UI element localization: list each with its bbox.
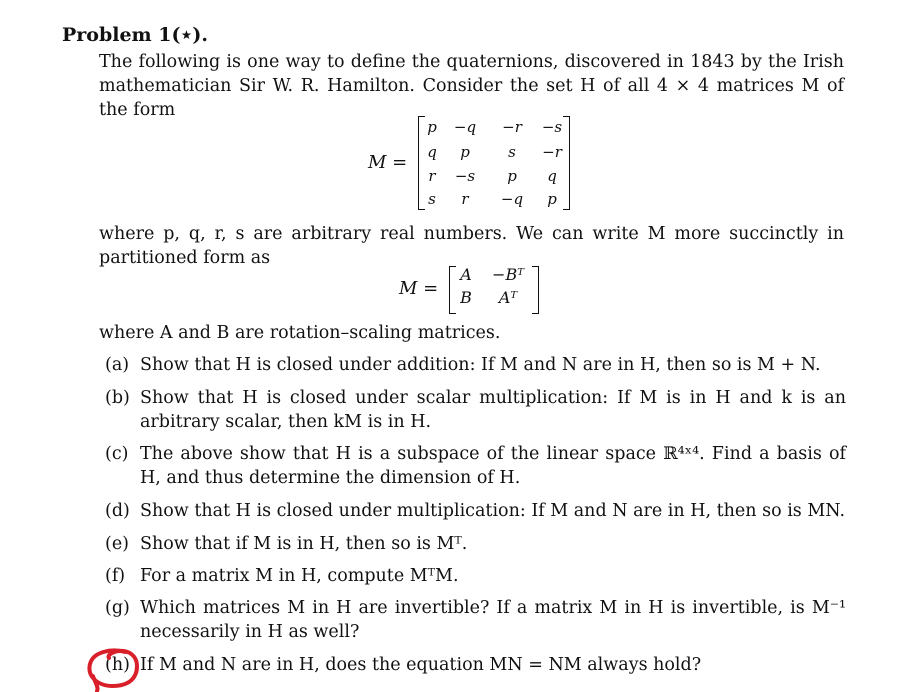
matrix1-cell: r bbox=[428, 167, 436, 185]
matrix2-cell: B bbox=[460, 288, 472, 307]
intro-paragraph: The following is one way to define the quaternions, discovered in 1843 by the Irish mathematician Sir W. R. Hamilton. Consider the set H of all 4 × 4 matrices M of the form bbox=[99, 52, 844, 120]
item-label: (h) bbox=[105, 655, 130, 675]
item-text: If M and N are in H, does the equation MN = NM always hold? bbox=[140, 655, 702, 675]
problem-title: Problem 1(⋆). bbox=[62, 24, 208, 46]
matrix1-cell: −q bbox=[500, 190, 524, 208]
item-label: (a) bbox=[105, 355, 130, 375]
matrix2-lhs: M = bbox=[399, 278, 439, 299]
matrix1-cell: −q bbox=[453, 118, 477, 136]
item-text: For a matrix M in H, compute MᵀM. bbox=[140, 566, 459, 586]
matrix1-cell: p bbox=[460, 143, 470, 161]
item-label: (f) bbox=[105, 566, 126, 586]
matrix1-cell: p bbox=[507, 167, 517, 185]
matrix2-right-bracket bbox=[532, 266, 539, 314]
matrix1-cell: r bbox=[461, 190, 469, 208]
matrix1-cell: −r bbox=[502, 118, 522, 136]
matrix1-cell: −s bbox=[541, 118, 563, 136]
matrix1-cell: p bbox=[427, 118, 437, 136]
item-text: Which matrices M in H are invertible? If a matrix M in H is invertible, is M⁻¹ necessarily in H as well? bbox=[140, 598, 846, 642]
item-text: The above show that H is a subspace of the linear space ℝ⁴ˣ⁴. Find a basis of H, and thus determine the dimension of H. bbox=[140, 444, 846, 488]
matrix1-cell: q bbox=[427, 143, 437, 161]
middle-paragraph: where p, q, r, s are arbitrary real numbers. We can write M more succinctly in partitioned form as bbox=[99, 224, 844, 268]
matrix1-cell: −s bbox=[454, 167, 476, 185]
matrix1-cell: p bbox=[547, 190, 557, 208]
item-label: (g) bbox=[105, 598, 130, 618]
matrix1-cell: s bbox=[508, 143, 516, 161]
item-label: (e) bbox=[105, 534, 130, 554]
item-label: (d) bbox=[105, 501, 130, 521]
item-text: Show that H is closed under multiplication: If M and N are in H, then so is MN. bbox=[140, 501, 846, 521]
item-label: (b) bbox=[105, 388, 130, 408]
matrix1-cell: q bbox=[547, 167, 557, 185]
after-paragraph: where A and B are rotation–scaling matrices. bbox=[99, 323, 501, 343]
matrix2-cell: A bbox=[460, 265, 472, 284]
matrix1-lhs: M = bbox=[368, 152, 408, 173]
item-text: Show that H is closed under scalar multiplication: If M is in H and k is an arbitrary scalar, then kM is in H. bbox=[140, 388, 846, 432]
matrix1-cell: −r bbox=[542, 143, 562, 161]
red-circle-annotation-icon bbox=[85, 646, 147, 692]
matrix2-cell: Aᵀ bbox=[498, 288, 518, 307]
item-label: (c) bbox=[105, 444, 129, 464]
matrix2-cell: −Bᵀ bbox=[492, 265, 524, 284]
matrix1-cell: s bbox=[428, 190, 436, 208]
item-text: Show that if M is in H, then so is Mᵀ. bbox=[140, 534, 468, 554]
item-text: Show that H is closed under addition: If M and N are in H, then so is M + N. bbox=[140, 355, 821, 375]
